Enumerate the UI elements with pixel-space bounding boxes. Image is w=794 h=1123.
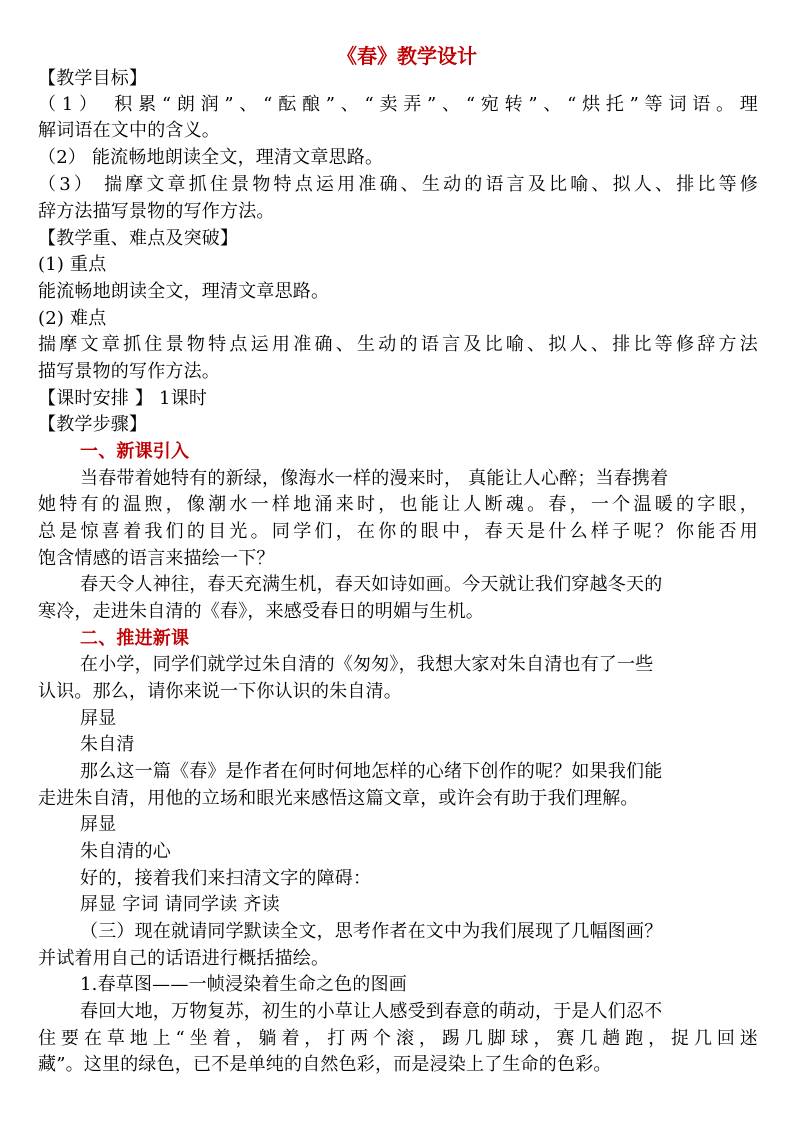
text-line: (1) 重点 [38, 254, 107, 275]
text-line: 朱自清 [80, 734, 135, 755]
subheading-intro: 一、新课引入 [80, 441, 190, 462]
text-line: 屏显 [80, 708, 117, 729]
text-line: 朱自清的心 [80, 841, 171, 862]
section-heading-schedule: 【课时安排 】 1课时 [38, 388, 208, 409]
document-title: 《春》教学设计 [337, 44, 477, 68]
text-line: 她特有的温煦，像潮水一样地涌来时，也能让人断魂。春，一个温暖的字眼， [38, 494, 758, 515]
section-heading-key-points: 【教学重、难点及突破】 [38, 228, 239, 249]
text-line: 在小学，同学们就学过朱自清的《匆匆》，我想大家对朱自清也有了一些 [80, 654, 654, 675]
text-line: 寒冷，走进朱自清的《春》，来感受春日的明媚与生机。 [38, 601, 484, 622]
section-heading-objectives: 【教学目标】 [38, 68, 148, 89]
section-heading-steps: 【教学步骤】 [38, 414, 148, 435]
text-line: 认识。那么，请你来说一下你认识的朱自清。 [38, 681, 402, 702]
text-line: 总是惊喜着我们的目光。同学们，在你的眼中，春天是什么样子呢？你能否用 [38, 521, 758, 542]
text-line: 住要在草地上“坐着，躺着，打两个滚，踢几脚球，赛几趟跑，捉几回迷 [38, 1028, 758, 1049]
text-line: 春天令人神往，春天充满生机，春天如诗如画。今天就让我们穿越冬天的 [80, 574, 663, 595]
text-line: （三）现在就请同学默读全文，思考作者在文中为我们展现了几幅图画？ [80, 921, 663, 942]
text-line: 1.春草图——一帧浸染着生命之色的图画 [80, 974, 407, 995]
text-line: 屏显 字词 请同学读 齐读 [80, 894, 280, 915]
text-line: 能流畅地朗读全文，理清文章思路。 [38, 281, 330, 302]
text-line: 揣摩文章抓住景物特点运用准确、生动的语言及比喻、拟人、排比等修辞方法 [38, 334, 758, 355]
text-line: 春回大地，万物复苏，初生的小草让人感受到春意的萌动，于是人们忍不 [80, 1001, 663, 1022]
text-line: 并试着用自己的话语进行概括描绘。 [38, 948, 330, 969]
text-line: 藏”。这里的绿色，已不是单纯的自然色彩，而是浸染上了生命的色彩。 [38, 1054, 612, 1075]
text-line: 屏显 [80, 814, 117, 835]
text-line: 好的，接着我们来扫清文字的障碍： [80, 868, 372, 889]
text-line: （3） 揣摩文章抓住景物特点运用准确、生动的语言及比喻、拟人、排比等修 [38, 174, 758, 195]
subheading-new-lesson: 二、推进新课 [80, 628, 190, 649]
text-line: （1） 积累“朗润”、“酝酿”、“卖弄”、“宛转”、“烘托”等词语。理 [38, 94, 758, 115]
text-line: 描写景物的写作方法。 [38, 361, 220, 382]
text-line: (2) 难点 [38, 308, 107, 329]
text-line: 走进朱自清，用他的立场和眼光来感悟这篇文章，或许会有助于我们理解。 [38, 788, 639, 809]
text-line: 当春带着她特有的新绿，像海水一样的漫来时， 真能让人心醉；当春携着 [80, 468, 669, 489]
text-line: 解词语在文中的含义。 [38, 120, 220, 141]
text-line: 饱含情感的语言来描绘一下？ [38, 548, 275, 569]
text-line: 那么这一篇《春》是作者在何时何地怎样的心绪下创作的呢？如果我们能 [80, 761, 663, 782]
text-line: （2） 能流畅地朗读全文，理清文章思路。 [38, 147, 384, 168]
text-line: 辞方法描写景物的写作方法。 [38, 201, 275, 222]
